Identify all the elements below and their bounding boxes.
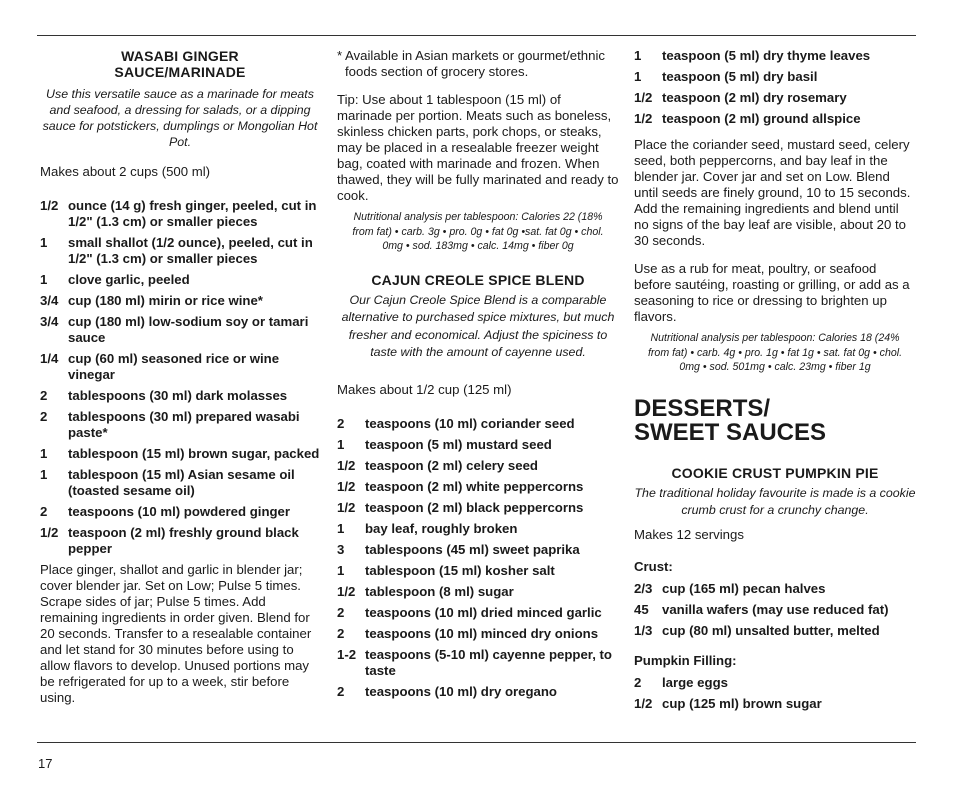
ingredient-quantity: 1 — [40, 446, 48, 461]
ingredient-quantity: 2 — [40, 409, 48, 424]
recipe-directions-wasabi: Place ginger, shallot and garlic in blender jar; cover blender jar. Set on Low; Pulse 5 times. Scrape sides of jar; Pulse 5 times. Add remaining ingredients in order given. Blend for 20 seconds. Transfer to a resealable container and let stand for 30 minutes before using to allow flavors to develop. Unused portions may be refrigerated for up to a week, stir before using. — [40, 562, 312, 705]
ingredient-quantity: 1-2 — [337, 646, 357, 662]
ingredient-item — [634, 623, 916, 639]
ingredient-item — [337, 416, 619, 432]
ingredient-description: tablespoon (8 ml) sugar — [365, 583, 514, 599]
ingredient-item — [337, 684, 619, 700]
section-heading-line-1: DESSERTS/ — [634, 394, 771, 422]
ingredient-quantity: 45 — [634, 601, 649, 617]
recipe-directions-cajun-2: Use as a rub for meat, poultry, or seafood before sautéing, roasting or grilling, or add as a seasoning to rice or dressing to brighten up flavors. — [634, 261, 910, 324]
ingredient-item — [337, 500, 619, 516]
ingredient-description: teaspoons (10 ml) dried minced garlic — [365, 604, 602, 620]
ingredient-description: vanilla wafers (may use reduced fat) — [662, 601, 889, 617]
ingredient-item — [40, 446, 320, 462]
ingredient-quantity: 1/2 — [337, 499, 356, 515]
ingredient-item — [40, 525, 320, 557]
ingredient-list-crust — [634, 581, 916, 639]
ingredient-description: cup (60 ml) seasoned rice or wine vinegar — [68, 351, 280, 382]
recipe-title-pumpkin: COOKIE CRUST PUMPKIN PIE — [671, 464, 879, 481]
ingredient-quantity: 2 — [40, 504, 48, 519]
ingredient-item — [40, 272, 320, 288]
ingredient-description: teaspoon (2 ml) black peppercorns — [365, 499, 584, 515]
recipe-title-cajun: CAJUN CREOLE SPICE BLEND — [371, 271, 585, 288]
recipe-yield-wasabi: Makes about 2 cups (500 ml) — [40, 164, 211, 179]
nutrition-cajun: Nutritional analysis per tablespoon: Calories 18 (24% from fat) • carb. 4g • pro. 1g • fat 1g • sat. fat 0g • chol. 0mg • sod. 501mg • calc. 23mg • fiber 1g — [647, 332, 903, 374]
bottom-rule — [37, 742, 916, 743]
ingredient-quantity: 2 — [40, 388, 48, 403]
ingredient-quantity: 1 — [337, 520, 345, 536]
column-1 — [40, 48, 320, 718]
ingredient-item — [337, 563, 619, 579]
footnote-mark: * — [337, 48, 343, 63]
ingredient-description: teaspoon (2 ml) ground allspice — [662, 111, 861, 126]
ingredient-quantity: 1/2 — [634, 90, 653, 105]
ingredient-item — [40, 504, 320, 520]
ingredient-item — [634, 581, 916, 597]
ingredient-item — [634, 696, 916, 712]
ingredient-description: cup (180 ml) mirin or rice wine* — [68, 293, 263, 308]
ingredient-description: ounce (14 g) fresh ginger, peeled, cut in 1/2" (1.3 cm) or smaller pieces — [68, 198, 317, 229]
ingredient-item — [40, 388, 320, 404]
ingredient-quantity: 3 — [337, 541, 345, 557]
ingredient-description: teaspoon (5 ml) mustard seed — [365, 436, 552, 452]
ingredient-quantity: 2 — [634, 674, 642, 690]
crust-label: Crust: — [634, 558, 673, 574]
ingredient-description: tablespoons (45 ml) sweet paprika — [365, 541, 580, 557]
ingredient-item — [40, 314, 320, 346]
ingredient-item — [337, 521, 619, 537]
ingredient-description: tablespoon (15 ml) brown sugar, packed — [68, 446, 320, 461]
ingredient-quantity: 1/2 — [337, 457, 356, 473]
ingredient-quantity: 2/3 — [634, 580, 653, 596]
ingredient-quantity: 1/2 — [634, 111, 653, 126]
ingredient-quantity: 1 — [40, 272, 48, 287]
ingredient-description: teaspoons (10 ml) powdered ginger — [68, 504, 291, 519]
ingredient-description: cup (180 ml) low-sodium soy or tamari sauce — [68, 314, 309, 345]
ingredient-item — [40, 409, 320, 441]
column-2 — [337, 48, 619, 705]
tip-text: Tip: Use about 1 tablespoon (15 ml) of marinade per portion. Meats such as boneless, skinless chicken parts, pork chops, or steaks, may be placed in a resealable freezer weight bag, coated with marinade and frozen. When thawed, they will be fully marinated and ready to cook. — [337, 92, 619, 203]
column-3 — [634, 48, 916, 717]
ingredient-quantity: 3/4 — [40, 293, 59, 308]
ingredient-quantity: 2 — [337, 604, 345, 620]
ingredient-item — [40, 198, 320, 230]
ingredient-quantity: 1 — [337, 562, 345, 578]
ingredient-quantity: 1 — [634, 48, 642, 63]
ingredient-quantity: 2 — [337, 415, 345, 431]
ingredient-quantity: 1/2 — [337, 583, 356, 599]
ingredient-quantity: 1 — [40, 467, 48, 482]
ingredient-item — [634, 48, 916, 64]
ingredient-item — [634, 602, 916, 618]
recipe-intro-wasabi: Use this versatile sauce as a marinade for meats and seafood, a dressing for salads, or a dipping sauce for potstickers, dumplings or Mongolian Hot Pot. — [42, 87, 318, 149]
ingredient-quantity: 1/4 — [40, 351, 59, 366]
ingredient-quantity: 2 — [337, 683, 345, 699]
ingredient-description: teaspoon (2 ml) dry rosemary — [662, 90, 847, 105]
ingredient-item — [634, 675, 916, 691]
recipe-intro-cajun: Our Cajun Creole Spice Blend is a comparable alternative to purchased spice mixtures, but much fresher and economical. Adjust the spiciness to taste with the amount of cayenne used. — [341, 292, 615, 360]
ingredient-description: teaspoon (2 ml) freshly ground black pepper — [68, 525, 299, 556]
ingredient-quantity: 1/2 — [40, 525, 59, 540]
ingredient-description: teaspoon (5 ml) dry thyme leaves — [662, 48, 871, 63]
ingredient-description: tablespoons (30 ml) dark molasses — [68, 388, 288, 403]
ingredient-description: teaspoon (5 ml) dry basil — [662, 69, 818, 84]
ingredient-description: small shallot (1/2 ounce), peeled, cut in 1/2" (1.3 cm) or smaller pieces — [68, 235, 313, 266]
ingredient-item — [337, 542, 619, 558]
ingredient-description: tablespoon (15 ml) Asian sesame oil (toasted sesame oil) — [68, 467, 295, 498]
ingredient-description: bay leaf, roughly broken — [365, 520, 518, 536]
ingredient-description: clove garlic, peeled — [68, 272, 190, 287]
ingredient-item — [337, 479, 619, 495]
ingredient-description: cup (80 ml) unsalted butter, melted — [662, 622, 880, 638]
ingredient-quantity: 1 — [337, 436, 345, 452]
ingredient-description: teaspoons (10 ml) coriander seed — [365, 415, 575, 431]
section-heading-line-2: SWEET SAUCES — [634, 418, 827, 446]
ingredient-item — [40, 235, 320, 267]
ingredient-item — [337, 437, 619, 453]
footnote-text: Available in Asian markets or gourmet/ethnic foods section of grocery stores. — [345, 48, 605, 79]
ingredient-description: tablespoons (30 ml) prepared wasabi paste* — [68, 409, 300, 440]
section-heading-desserts — [634, 394, 916, 446]
ingredient-item — [40, 351, 320, 383]
ingredient-description: cup (125 ml) brown sugar — [662, 695, 822, 711]
ingredient-item — [337, 458, 619, 474]
ingredient-description: teaspoons (5-10 ml) cayenne pepper, to taste — [365, 646, 612, 678]
ingredient-list-wasabi — [40, 198, 320, 557]
filling-label: Pumpkin Filling: — [634, 652, 737, 668]
ingredient-item — [40, 293, 320, 309]
ingredient-item — [337, 647, 619, 679]
ingredient-item — [337, 584, 619, 600]
ingredient-list-cajun-continued — [634, 48, 916, 127]
page-number: 17 — [38, 756, 53, 771]
ingredient-description: teaspoon (2 ml) white peppercorns — [365, 478, 584, 494]
ingredient-quantity: 1 — [634, 69, 642, 84]
ingredient-quantity: 1/3 — [634, 622, 653, 638]
ingredient-quantity: 3/4 — [40, 314, 59, 329]
ingredient-quantity: 1 — [40, 235, 48, 250]
ingredient-item — [337, 626, 619, 642]
recipe-title-wasabi: WASABI GINGER SAUCE/MARINADE — [114, 48, 246, 80]
ingredient-quantity: 1/2 — [337, 478, 356, 494]
recipe-yield-pumpkin: Makes 12 servings — [634, 526, 744, 542]
ingredient-description: cup (165 ml) pecan halves — [662, 580, 826, 596]
ingredient-item — [40, 467, 320, 499]
ingredient-description: teaspoon (2 ml) celery seed — [365, 457, 538, 473]
recipe-intro-pumpkin: The traditional holiday favourite is made is a cookie crumb crust for a crunchy change. — [634, 485, 916, 517]
recipe-directions-cajun-1: Place the coriander seed, mustard seed, celery seed, both peppercorns, and bay leaf in the blender jar. Cover jar and set on Low. Blend until seeds are finely ground, 10 to 15 seconds. Add the remaining ingredients and blend until no signs of the bay leaf are visible, about 20 to 30 seconds. — [634, 137, 911, 248]
footnote — [337, 48, 619, 80]
nutrition-wasabi: Nutritional analysis per tablespoon: Calories 22 (18% from fat) • carb. 3g • pro. 0g • fat 0g •sat. fat 0g • chol. 0mg • sod. 183mg • calc. 14mg • fiber 0g — [352, 211, 604, 253]
ingredient-item — [337, 605, 619, 621]
ingredient-list-cajun — [337, 416, 619, 700]
ingredient-item — [634, 111, 916, 127]
ingredient-item — [634, 90, 916, 106]
ingredient-description: tablespoon (15 ml) kosher salt — [365, 562, 555, 578]
ingredient-description: teaspoons (10 ml) dry oregano — [365, 683, 557, 699]
ingredient-description: teaspoons (10 ml) minced dry onions — [365, 625, 599, 641]
ingredient-quantity: 2 — [337, 625, 345, 641]
ingredient-quantity: 1/2 — [634, 695, 653, 711]
ingredient-item — [634, 69, 916, 85]
top-rule — [37, 35, 916, 36]
recipe-yield-cajun: Makes about 1/2 cup (125 ml) — [337, 381, 512, 397]
ingredient-description: large eggs — [662, 674, 728, 690]
ingredient-quantity: 1/2 — [40, 198, 59, 213]
ingredient-list-filling — [634, 675, 916, 712]
